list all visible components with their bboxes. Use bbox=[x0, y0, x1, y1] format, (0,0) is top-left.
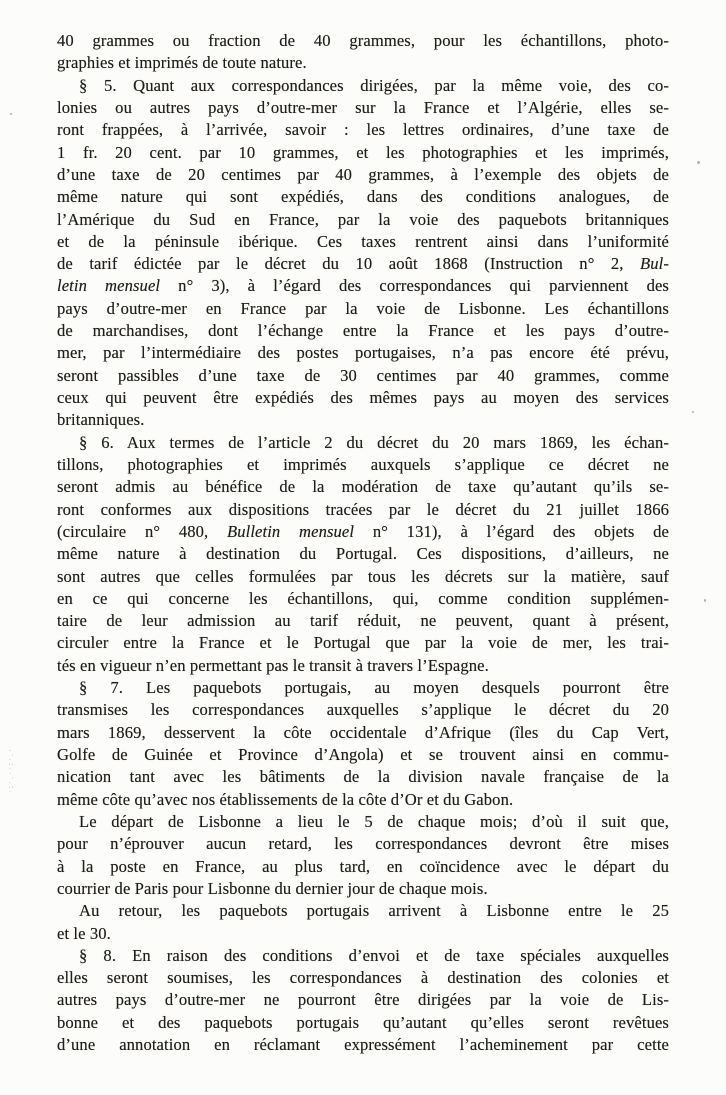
text-segment: de marchandises, dont l’échange entre la France et les pays d’outre- bbox=[57, 321, 669, 341]
text-segment: Au retour, les paquebots portugais arrivent à Lisbonne entre le 25 bbox=[79, 901, 669, 921]
scan-speck bbox=[10, 113, 12, 115]
text-segment: pour n’éprouver aucun retard, les correspondances devront être mises bbox=[57, 834, 669, 854]
text-line bbox=[57, 766, 669, 788]
text-segment: 40 grammes ou fraction de 40 grammes, pour les échantillons, photo- bbox=[57, 31, 669, 50]
text-segment: même nature qui sont expédiés, dans des conditions analogues, de bbox=[57, 187, 669, 207]
text-line bbox=[57, 164, 669, 186]
text-line bbox=[57, 878, 669, 900]
text-line bbox=[57, 499, 669, 521]
text-segment: d’une annotation en réclamant expressément l’acheminement par cette bbox=[57, 1035, 669, 1055]
text-segment: sont autres que celles formulées par tous les décrets sur la matière, sauf bbox=[57, 566, 669, 586]
text-segment: Le départ de Lisbonne a lieu le 5 de chaque mois; d’où il suit que, bbox=[79, 811, 669, 831]
text-segment: ceux qui peuvent être expédiés des mêmes pays au moyen des services bbox=[57, 388, 669, 407]
text-line bbox=[57, 543, 669, 565]
text-line bbox=[57, 365, 669, 387]
text-line bbox=[57, 275, 669, 297]
text-segment: en ce qui concerne les échantillons, qui, comme condition supplémen- bbox=[57, 588, 669, 608]
text-line bbox=[57, 409, 669, 431]
text-segment: mars 1869, desservent la côte occidentale d’Afrique (îles du Cap Vert, bbox=[57, 722, 669, 742]
text-segment: Golfe de Guinée et Province d’Angola) et se trouvent ainsi en commu- bbox=[57, 745, 669, 764]
italic-text-segment: Bul- bbox=[640, 254, 669, 274]
text-line bbox=[57, 387, 669, 409]
text-segment: § 8. En raison des conditions d’envoi et de taxe spéciales auxquelles bbox=[79, 945, 669, 965]
text-line bbox=[57, 209, 669, 231]
text-line bbox=[57, 476, 669, 498]
text-line bbox=[57, 231, 669, 253]
text-line bbox=[57, 119, 669, 141]
text-segment: § 7. Les paquebots portugais, au moyen desquels pourront être bbox=[79, 678, 669, 698]
text-line bbox=[57, 744, 669, 766]
text-segment: bonne et des paquebots portugais qu’autant qu’elles seront revêtues bbox=[57, 1012, 669, 1032]
text-line bbox=[57, 142, 669, 164]
text-line bbox=[57, 320, 669, 342]
text-line bbox=[57, 454, 669, 476]
text-segment: seront passibles d’une taxe de 30 centimes par 40 grammes, comme bbox=[57, 365, 669, 385]
text-line bbox=[57, 856, 669, 878]
text-segment: § 6. Aux termes de l’article 2 du décret du 20 mars 1869, les échan- bbox=[79, 432, 669, 452]
text-segment: mer, par l’intermédiaire des postes portugaises, n’a pas encore été prévu, bbox=[57, 343, 669, 363]
text-line bbox=[57, 699, 669, 721]
text-segment: lonies ou autres pays d’outre-mer sur la France et l’Algérie, elles se- bbox=[57, 97, 669, 117]
text-line bbox=[57, 923, 669, 945]
text-line bbox=[57, 789, 669, 811]
text-segment: et le 30. bbox=[57, 923, 111, 943]
text-segment: elles seront soumises, les correspondances à destination des colonies et bbox=[57, 968, 669, 988]
text-segment: ront frappées, à l’arrivée, savoir : les lettres ordinaires, d’une taxe de bbox=[57, 120, 669, 140]
text-segment: pays d’outre-mer en France par la voie de Lisbonne. Les échantillons bbox=[57, 298, 669, 318]
text-line bbox=[57, 30, 669, 52]
text-line bbox=[57, 632, 669, 654]
text-line bbox=[57, 945, 669, 967]
text-line bbox=[57, 186, 669, 208]
text-segment: courrier de Paris pour Lisbonne du dernier jour de chaque mois. bbox=[57, 878, 488, 898]
text-line bbox=[57, 432, 669, 454]
text-segment: l’Amérique du Sud en France, par la voie des paquebots britanniques bbox=[57, 209, 669, 229]
scan-speck bbox=[697, 161, 700, 164]
text-line bbox=[57, 1012, 669, 1034]
text-line bbox=[57, 521, 669, 543]
text-line bbox=[57, 1034, 669, 1056]
text-line bbox=[57, 97, 669, 119]
text-segment: tillons, photographies et imprimés auxquels s’applique ce décret ne bbox=[57, 454, 669, 474]
text-line bbox=[57, 566, 669, 588]
margin-smudge-artifact: ·:·.··:·.· bbox=[6, 747, 15, 793]
text-segment: autres pays d’outre-mer ne pourront être dirigées par la voie de Lis- bbox=[57, 990, 669, 1010]
text-segment: transmises les correspondances auxquelles s’applique le décret du 20 bbox=[57, 700, 669, 720]
text-segment: et de la péninsule ibérique. Ces taxes rentrent ainsi dans l’uniformité bbox=[57, 231, 669, 251]
text-segment: même côte qu’avec nos établissements de la côte d’Or et du Gabon. bbox=[57, 789, 514, 809]
text-line bbox=[57, 811, 669, 833]
text-line bbox=[57, 900, 669, 922]
text-segment: circuler entre la France et le Portugal que par la voie de mer, les trai- bbox=[57, 633, 669, 653]
text-line bbox=[57, 989, 669, 1011]
text-segment: § 5. Quant aux correspondances dirigées, par la même voie, des co- bbox=[79, 75, 669, 95]
italic-text-segment: Bulletin mensuel bbox=[226, 521, 355, 541]
text-line bbox=[57, 588, 669, 610]
text-line bbox=[57, 253, 669, 275]
text-line bbox=[57, 833, 669, 855]
text-line bbox=[57, 298, 669, 320]
italic-text-segment: letin mensuel bbox=[57, 276, 161, 296]
text-column bbox=[57, 30, 669, 1056]
text-line bbox=[57, 610, 669, 632]
scan-speck bbox=[431, 818, 433, 820]
text-line bbox=[57, 677, 669, 699]
text-segment: 1 fr. 20 cent. par 10 grammes, et les photographies et les imprimés, bbox=[57, 142, 669, 162]
text-segment: n° 3), à l’égard des correspondances qui parviennent des bbox=[160, 276, 669, 296]
text-segment: d’une taxe de 20 centimes par 40 grammes, à l’exemple des objets de bbox=[57, 164, 669, 184]
text-line bbox=[57, 655, 669, 677]
text-segment: seront admis au bénéfice de la modération de taxe qu’autant qu’ils se- bbox=[57, 477, 669, 497]
scan-speck bbox=[704, 599, 706, 602]
text-segment: tés en vigueur n’en permettant pas le transit à travers l’Espagne. bbox=[57, 655, 489, 675]
text-segment: à la poste en France, au plus tard, en coïncidence avec le départ du bbox=[57, 856, 669, 876]
text-segment: (circulaire n° 480, bbox=[57, 521, 227, 541]
text-line bbox=[57, 722, 669, 744]
text-segment: ront conformes aux dispositions tracées par le décret du 21 juillet 1866 bbox=[57, 499, 669, 519]
text-segment: taire de leur admission au tarif réduit, ne peuvent, quant à présent, bbox=[57, 611, 669, 631]
text-line bbox=[57, 52, 669, 74]
text-segment: graphies et imprimés de toute nature. bbox=[57, 53, 307, 73]
text-segment: même nature à destination du Portugal. Ces dispositions, d’ailleurs, ne bbox=[57, 544, 669, 564]
text-segment: nication tant avec les bâtiments de la division navale française de la bbox=[57, 767, 669, 787]
scan-speck bbox=[571, 357, 573, 359]
scan-speck bbox=[692, 411, 694, 413]
text-line bbox=[57, 342, 669, 364]
text-segment: de tarif édictée par le décret du 10 août 1868 (Instruction n° 2, bbox=[57, 254, 641, 274]
text-line bbox=[57, 967, 669, 989]
text-segment: n° 131), à l’égard des objets de bbox=[354, 521, 669, 541]
text-segment: britanniques. bbox=[57, 410, 145, 430]
text-line bbox=[57, 75, 669, 97]
